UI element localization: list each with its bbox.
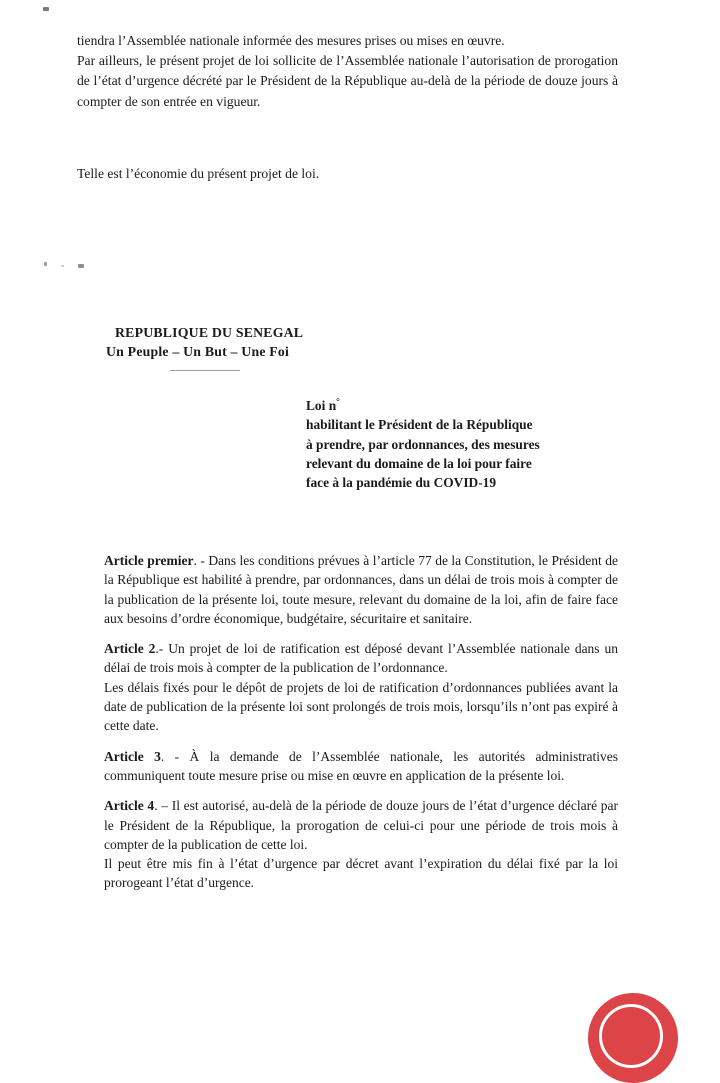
article-separator: . - [193,553,209,568]
republic-motto-line: Un Peuple – Un But – Une Foi [106,344,290,359]
article-label: Article 2 [104,641,156,657]
article-body: À la demande de l’Assemblée nationale, les autorités administratives communiquent toute mesure prise ou mise en œuvre en application de la présente loi. [104,748,618,783]
law-title-line-4: face à la pandémie du COVID-19 [306,475,497,491]
article-entry [104,796,618,892]
intro-paragraph-2: Par ailleurs, le présent projet de loi sollicite de l’Assemblée nationale l’autorisation de prorogation de l’état d’urgence décrété par le Président de la République au-delà de la période de douze jours à compter de son entrée en vigueur. [77,53,618,109]
republic-header [106,323,426,361]
law-number-label: Loi n [306,398,337,413]
article-entry [104,747,618,786]
article-body: Dans les conditions prévues à l’article 77 de la Constitution, le Président de la République est habilité à prendre, par ordonnances, dans un délai de trois mois à compter de la publication de la présente loi, toute mesure, relevant du domaine de la loi, afin de faire face aux besoins d’ordre économique, budgétaire, sécuritaire et sanitaire. [104,553,618,626]
article-separator: .- [155,641,169,657]
article-separator: . – [154,798,172,814]
article-separator: . - [160,748,190,764]
law-title-line-1: habilitant le Président de la République [306,417,533,433]
article-label: Article 4 [104,798,155,814]
scan-speck [61,265,64,267]
articles-block [104,551,618,893]
republic-country-line: REPUBLIQUE DU SENEGAL [115,325,304,340]
header-divider-rule [170,370,240,371]
article-label: Article premier [104,553,194,568]
intro-paragraph-1: tiendra l’Assemblée nationale informée des mesures prises ou mises en œuvre. [77,33,505,48]
scan-speck [43,7,49,11]
official-seal-stamp-icon [588,993,678,1083]
degree-sign-icon: ° [336,396,340,407]
article-label: Article 3 [104,748,161,764]
article-entry [104,551,618,628]
article-body: Un projet de loi de ratification est déposé devant l’Assemblée nationale dans un délai de trois mois à compter de la publication de l’ordonnance. [104,641,618,676]
scan-speck [44,262,47,266]
article-body: Il est autorisé, au-delà de la période de douze jours de l’état d’urgence déclaré par le Président de la République, la prorogation de celui-ci pour une période de trois mois à compter de la publication de cette loi. [104,798,619,852]
article-entry [104,639,618,735]
law-title-line-3: relevant du domaine de la loi pour faire [306,455,532,471]
article-extra-paragraph: Il peut être mis fin à l’état d’urgence par décret avant l’expiration du délai fixé par la loi prorogeant l’état d’urgence. [104,856,618,891]
intro-closing-line: Telle est l’économie du présent projet de loi. [77,166,320,181]
intro-block [77,31,618,112]
law-title-line-2: à prendre, par ordonnances, des mesures [306,436,540,452]
law-number-line [306,396,616,415]
article-extra-paragraph: Les délais fixés pour le dépôt de projets de loi de ratification d’ordonnances publiées avant la date de publication de la présente loi sont prolongés de trois mois, lorsqu’ils n’ont pas expiré à cette date. [104,679,618,734]
scan-speck [78,264,84,268]
law-title-block [306,396,616,492]
